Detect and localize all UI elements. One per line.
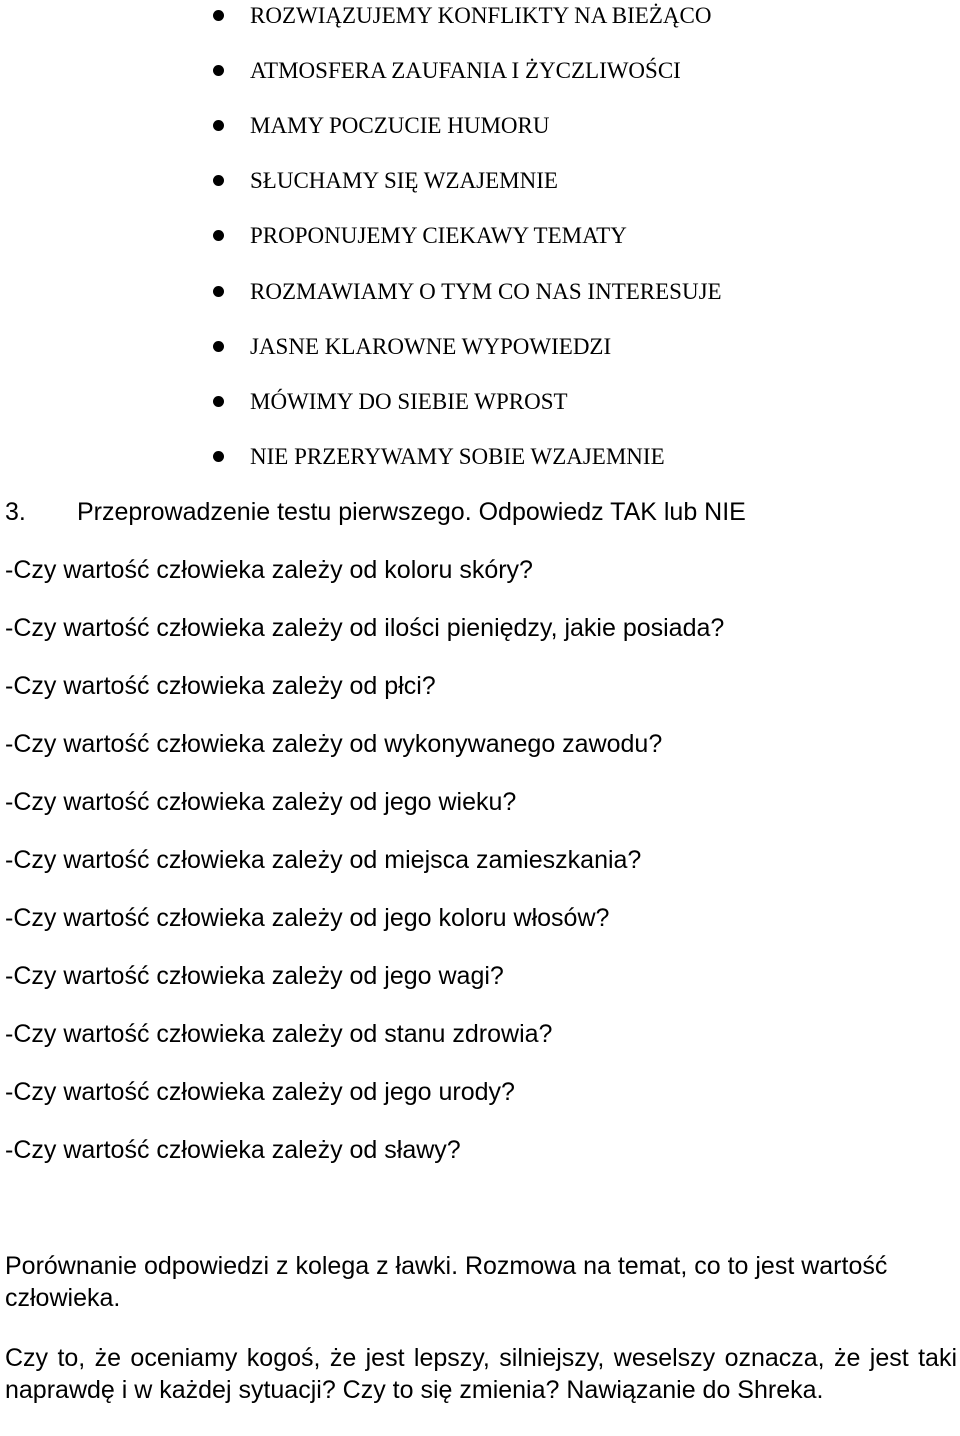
list-item-text: NIE PRZERYWAMY SOBIE WZAJEMNIE xyxy=(250,444,665,469)
bullet-icon xyxy=(213,65,224,76)
question-item: -Czy wartość człowieka zależy od jego wagi? xyxy=(5,962,504,990)
list-item xyxy=(0,276,960,316)
question-item: -Czy wartość człowieka zależy od jego urody? xyxy=(5,1078,515,1106)
list-item xyxy=(0,331,960,371)
list-item xyxy=(0,165,960,205)
question-item: -Czy wartość człowieka zależy od jego koloru włosów? xyxy=(5,904,610,932)
question-item: -Czy wartość człowieka zależy od płci? xyxy=(5,672,436,700)
list-item xyxy=(0,220,960,260)
section-number: 3. xyxy=(5,498,26,526)
question-item: -Czy wartość człowieka zależy od stanu zdrowia? xyxy=(5,1020,553,1048)
bullet-icon xyxy=(213,230,224,241)
section-heading xyxy=(5,496,746,528)
list-item xyxy=(0,441,960,481)
question-item: -Czy wartość człowieka zależy od ilości pieniędzy, jakie posiada? xyxy=(5,614,725,642)
question-item: -Czy wartość człowieka zależy od miejsca zamieszkania? xyxy=(5,846,642,874)
list-item-text: ROZWIĄZUJEMY KONFLIKTY NA BIEŻĄCO xyxy=(250,3,712,28)
bullet-icon xyxy=(213,286,224,297)
bullet-icon xyxy=(213,341,224,352)
question-item: -Czy wartość człowieka zależy od jego wieku? xyxy=(5,788,517,816)
question-item: -Czy wartość człowieka zależy od koloru skóry? xyxy=(5,556,533,584)
bullet-icon xyxy=(213,120,224,131)
list-item-text: PROPONUJEMY CIEKAWY TEMATY xyxy=(250,223,627,248)
list-item-text: ROZMAWIAMY O TYM CO NAS INTERESUJE xyxy=(250,279,722,304)
section-title: Przeprowadzenie testu pierwszego. Odpowiedz TAK lub NIE xyxy=(77,498,746,526)
list-item xyxy=(0,386,960,426)
comparison-paragraph: Porównanie odpowiedzi z kolega z ławki. Rozmowa na temat, co to jest wartość człowieka. xyxy=(5,1252,888,1312)
list-item xyxy=(0,110,960,150)
bullet-icon xyxy=(213,396,224,407)
question-item: -Czy wartość człowieka zależy od wykonywanego zawodu? xyxy=(5,730,663,758)
question-item: -Czy wartość człowieka zależy od sławy? xyxy=(5,1136,461,1164)
reflection-paragraph: Czy to, że oceniamy kogoś, że jest lepszy, silniejszy, weselszy oznacza, że jest taki naprawdę i w każdej sytuacji? Czy to się zmienia? Nawiązanie do Shreka. xyxy=(5,1344,957,1404)
list-item-text: ATMOSFERA ZAUFANIA I ŻYCZLIWOŚCI xyxy=(250,58,681,83)
bullet-icon xyxy=(213,10,224,21)
bullet-icon xyxy=(213,175,224,186)
bullet-icon xyxy=(213,451,224,462)
list-item-text: JASNE KLAROWNE WYPOWIEDZI xyxy=(250,334,612,359)
list-item-text: MÓWIMY DO SIEBIE WPROST xyxy=(250,389,568,414)
list-item xyxy=(0,0,960,40)
list-item-text: SŁUCHAMY SIĘ WZAJEMNIE xyxy=(250,168,558,193)
list-item-text: MAMY POCZUCIE HUMORU xyxy=(250,113,550,138)
list-item xyxy=(0,55,960,95)
